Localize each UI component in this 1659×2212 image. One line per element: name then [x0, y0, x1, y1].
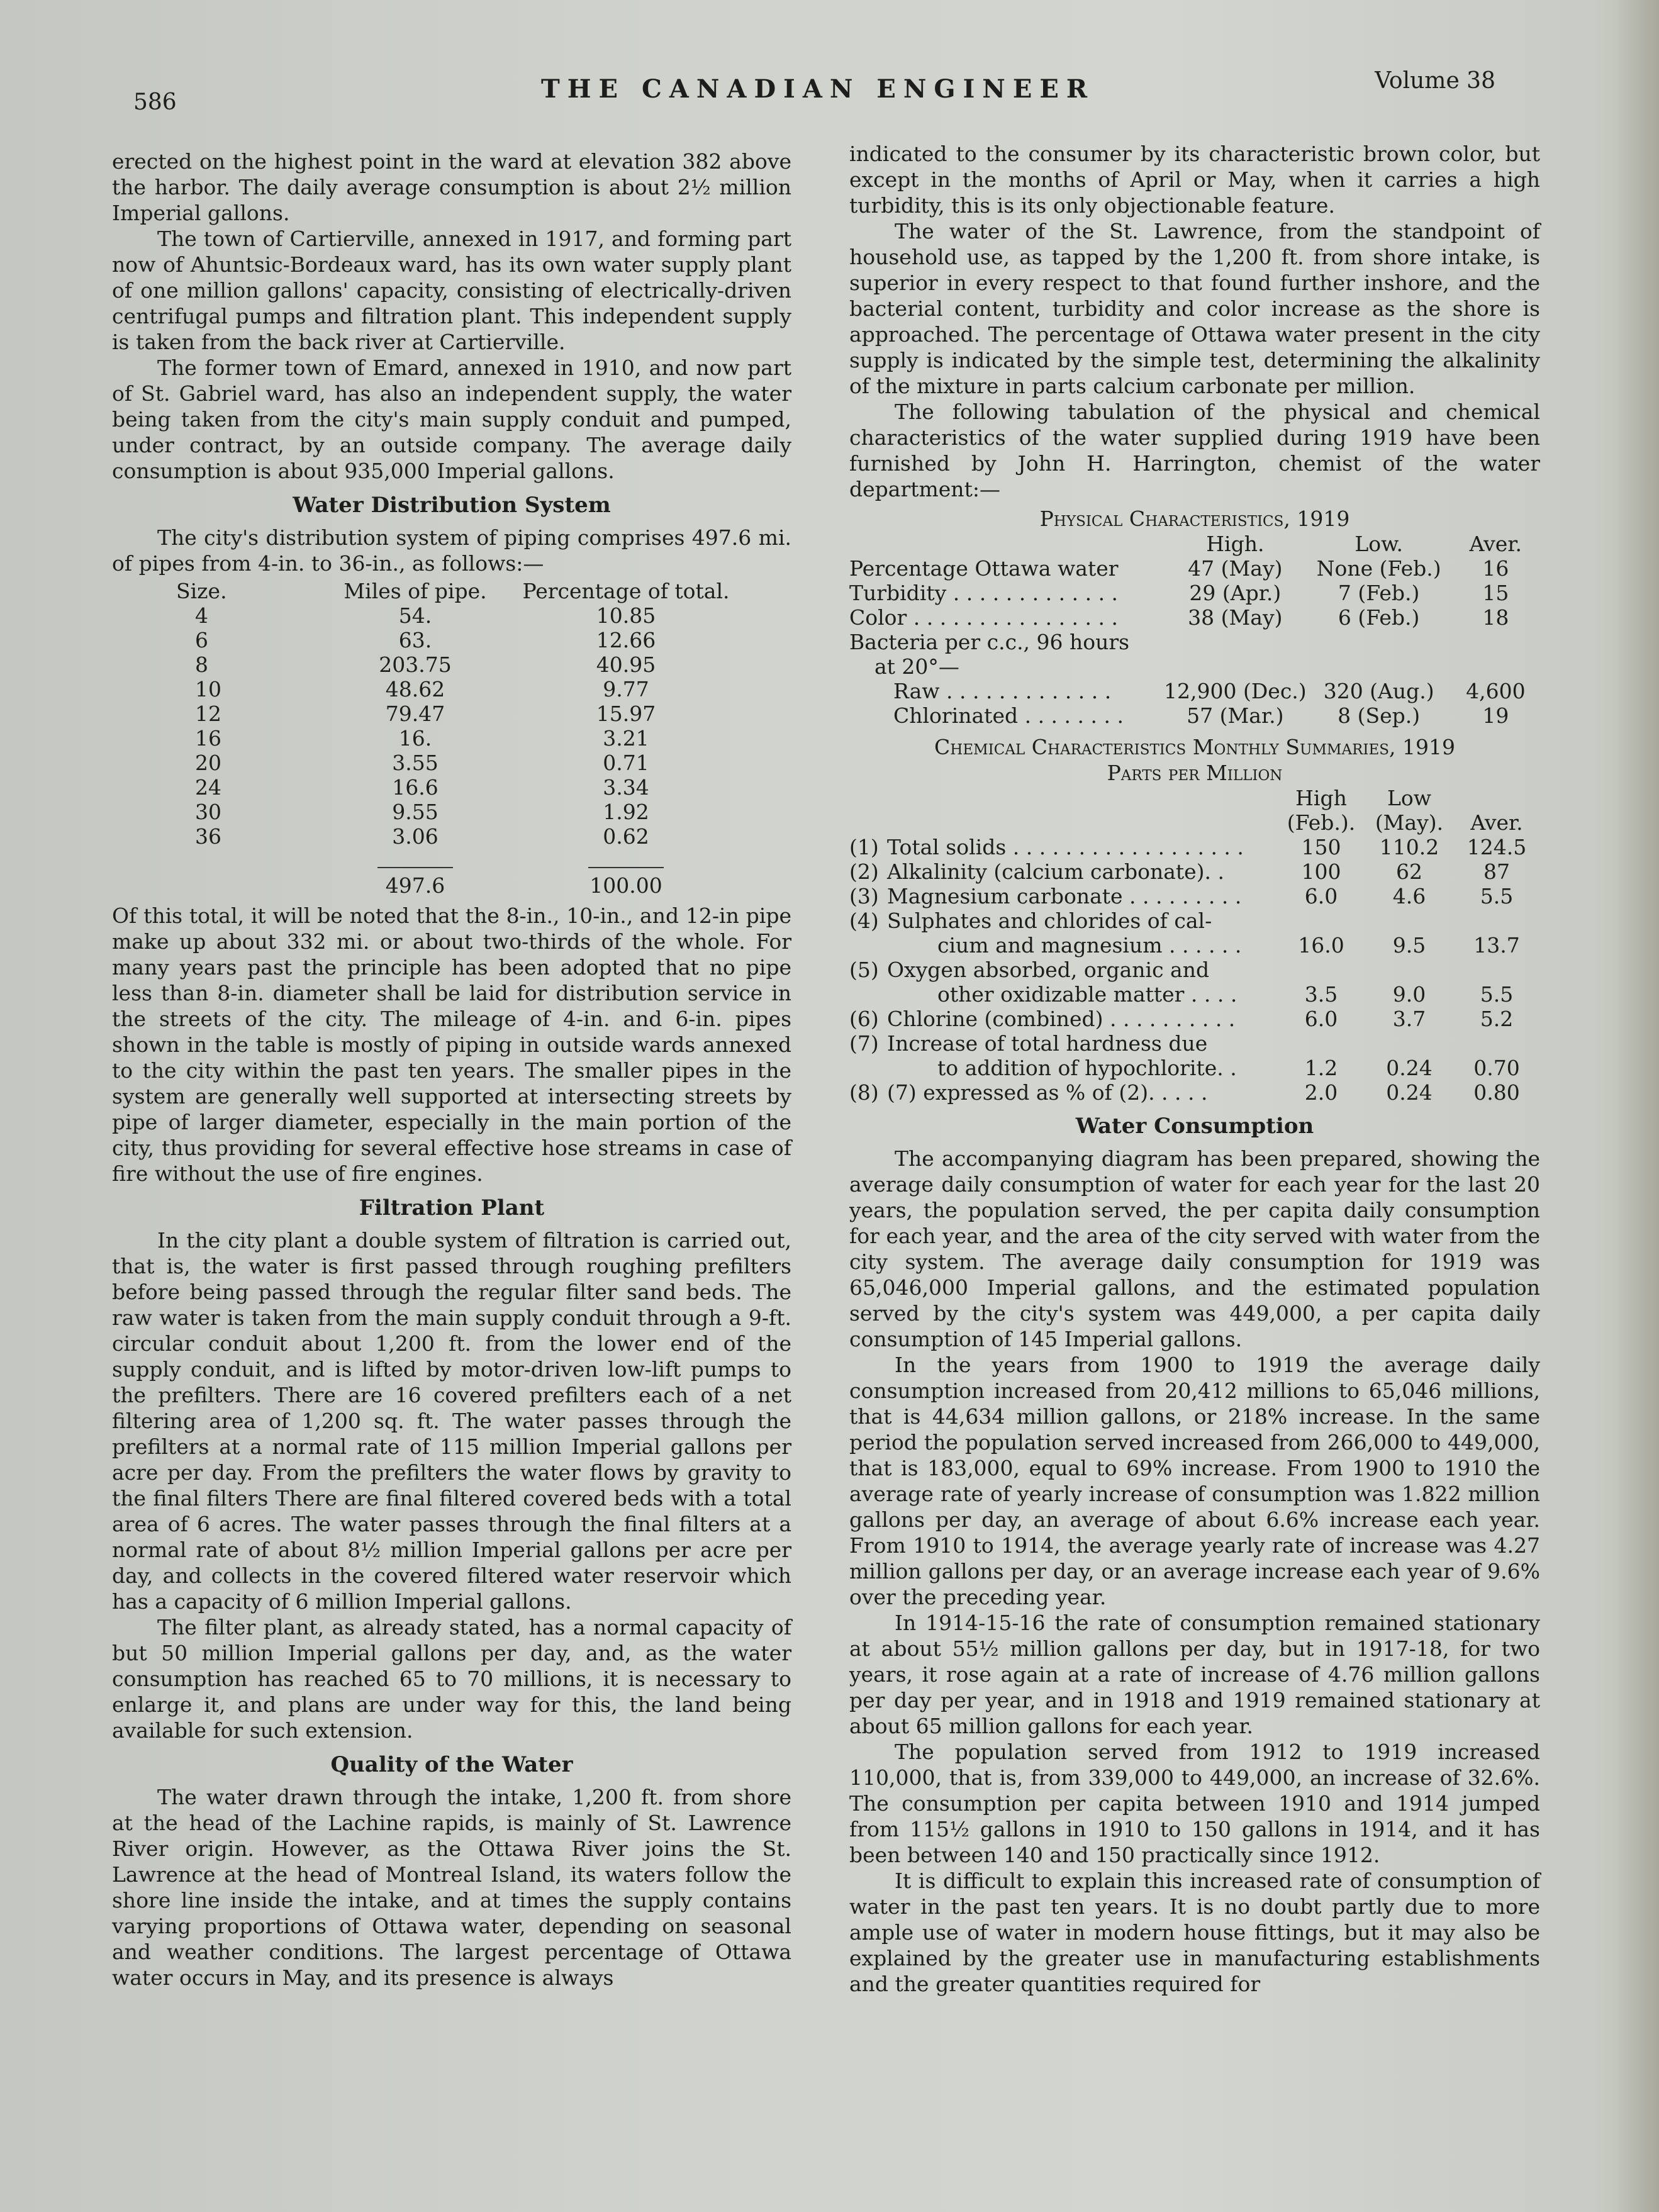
- table-cell: [1365, 1031, 1453, 1056]
- table-header-cell: Aver.: [1470, 810, 1523, 835]
- table-cell: 16: [195, 726, 221, 751]
- table-row: [176, 726, 742, 751]
- distribution-table: [176, 579, 742, 898]
- table-cell: other oxidizable matter . . . .: [937, 982, 1237, 1007]
- table-cell: 0.24: [1386, 1056, 1433, 1080]
- section-heading-consumption: Water Consumption: [1075, 1114, 1314, 1139]
- table-cell: [1277, 958, 1365, 982]
- left-column: [112, 148, 791, 1991]
- table-header-cell: Size.: [176, 579, 227, 603]
- table-cell: 0.80: [1473, 1080, 1520, 1105]
- divider: [588, 867, 664, 868]
- table-cell: 100.00: [589, 873, 662, 898]
- journal-title: THE CANADIAN ENGINEER: [541, 74, 1095, 104]
- table-cell: 6.0: [1304, 1007, 1338, 1031]
- physical-table-title: Physical Characteristics, 1919: [1039, 506, 1350, 531]
- table-cell: 4.6: [1392, 884, 1426, 908]
- table-row: [176, 824, 742, 849]
- table-row: [849, 556, 1540, 581]
- table-header-row: [176, 579, 742, 603]
- table-cell: Alkalinity (calcium carbonate). .: [887, 859, 1225, 884]
- paragraph: The following tabulation of the physical and chemical characteristics of the water supplied during 1919 have been furnished by John H. Harrington, chemist of the water department:—: [849, 399, 1540, 501]
- physical-table: [849, 532, 1540, 728]
- table-cell: 16: [1482, 556, 1509, 581]
- paragraph: In the years from 1900 to 1919 the average daily consumption increased from 20,412 millions to 65,046 millions, that is 44,634 million gallons, or 218% increase. In the same period the population served increased from 266,000 to 449,000, that is 183,000, equal to 69% increase. From 1900 to 1910 the average rate of yearly increase of consumption was 1.822 million gallons per day, an average of about 6.6% increase each year. From 1910 to 1914, the average yearly rate of increase was 4.27 million gallons per day, or an average increase each year of 9.6% over the preceding year.: [849, 1353, 1540, 1609]
- table-cell: [1453, 958, 1540, 982]
- table-cell: [1365, 908, 1453, 933]
- table-row: [176, 628, 742, 652]
- table-cell: 203.75: [379, 652, 452, 677]
- divider: [377, 867, 453, 868]
- table-cell: 10: [195, 677, 221, 701]
- paragraph: The city's distribution system of piping comprises 497.6 mi. of pipes from 4-in. to 36-in., as follows:—: [112, 525, 791, 576]
- table-cell: 320 (Aug.): [1323, 679, 1434, 703]
- table-cell: 87: [1483, 859, 1510, 884]
- table-header-cell: (Feb.).: [1287, 810, 1356, 835]
- table-cell: [1365, 958, 1453, 982]
- paragraph: The former town of Emard, annexed in 1910, and now part of St. Gabriel ward, has also an independent supply, the water being taken from the city's main supply conduit and pumped, under contract, by an outside company. The average daily consumption is about 935,000 Imperial gallons.: [112, 355, 791, 483]
- table-cell: 2.0: [1304, 1080, 1338, 1105]
- table-cell: (4): [849, 908, 879, 933]
- table-row: [176, 677, 742, 701]
- table-cell: 10.85: [596, 603, 656, 628]
- table-row: [849, 654, 1540, 679]
- table-cell: Sulphates and chlorides of cal-: [887, 908, 1212, 933]
- table-cell: 79.47: [385, 701, 445, 726]
- table-row: [849, 679, 1540, 703]
- paragraph: The town of Cartierville, annexed in 1917, and forming part now of Ahuntsic-Bordeaux ward, has its own water supply plant of one million gallons' capacity, consisting of electrically-driven centrifugal pumps and filtration plant. This independent supply is taken from the back river at Cartierville.: [112, 226, 791, 354]
- table-cell: 12.66: [596, 628, 656, 652]
- table-cell: 19: [1482, 703, 1509, 728]
- table-cell: to addition of hypochlorite. .: [937, 1056, 1237, 1080]
- table-cell: 3.7: [1392, 1007, 1426, 1031]
- table-row: [849, 1080, 1540, 1105]
- table-cell: 1.2: [1304, 1056, 1338, 1080]
- table-cell: 6 (Feb.): [1338, 605, 1420, 630]
- table-cell: 16.0: [1298, 933, 1344, 958]
- table-cell: 63.: [398, 628, 432, 652]
- table-cell: (6): [849, 1007, 879, 1031]
- table-cell: 48.62: [385, 677, 445, 701]
- table-cell: 9.55: [392, 800, 438, 824]
- table-cell: None (Feb.): [1316, 556, 1441, 581]
- table-cell: (5): [849, 958, 879, 982]
- table-header-cell: Miles of pipe.: [344, 579, 487, 603]
- table-cell: 110.2: [1379, 835, 1439, 859]
- table-row: [849, 1056, 1540, 1080]
- section-heading-quality: Quality of the Water: [330, 1752, 573, 1777]
- table-cell: 47 (May): [1188, 556, 1283, 581]
- table-cell: 3.34: [603, 775, 649, 800]
- table-row: [849, 605, 1540, 630]
- table-row: [849, 884, 1540, 908]
- table-cell: [1277, 1031, 1365, 1056]
- table-cell: 57 (Mar.): [1187, 703, 1284, 728]
- table-cell: Chlorinated . . . . . . . .: [893, 703, 1124, 728]
- right-column: [849, 141, 1540, 1997]
- table-cell: 6.0: [1304, 884, 1338, 908]
- table-cell: Percentage Ottawa water: [849, 556, 1119, 581]
- table-cell: [849, 982, 887, 1007]
- table-rule-row: [176, 849, 742, 873]
- table-row: [849, 982, 1540, 1007]
- table-cell: Chlorine (combined) . . . . . . . . . .: [887, 1007, 1236, 1031]
- table-cell: 8 (Sep.): [1338, 703, 1421, 728]
- table-cell: 12: [195, 701, 221, 726]
- table-row: [849, 958, 1540, 982]
- table-cell: [849, 1056, 887, 1080]
- table-cell: 16.6: [392, 775, 438, 800]
- table-cell: Magnesium carbonate . . . . . . . . .: [887, 884, 1242, 908]
- volume-label: Volume 38: [1375, 68, 1495, 94]
- table-cell: 7 (Feb.): [1338, 581, 1420, 605]
- table-cell: [1453, 908, 1540, 933]
- table-row: [849, 835, 1540, 859]
- table-cell: 4,600: [1466, 679, 1526, 703]
- table-header-cell: [1453, 786, 1540, 810]
- table-cell: 29 (Apr.): [1189, 581, 1282, 605]
- paragraph: erected on the highest point in the ward at elevation 382 above the harbor. The daily average consumption is about 2½ million Imperial gallons.: [112, 149, 791, 225]
- table-row: [176, 701, 742, 726]
- table-cell: 40.95: [596, 652, 656, 677]
- table-header-row: [849, 532, 1540, 556]
- table-cell: 5.5: [1480, 982, 1514, 1007]
- section-heading-distribution: Water Distribution System: [293, 493, 611, 518]
- chemical-table-subtitle: Parts per Million: [1107, 761, 1283, 785]
- table-row: [849, 1007, 1540, 1031]
- table-cell: 8: [195, 652, 208, 677]
- table-cell: Color . . . . . . . . . . . . . . . .: [849, 605, 1118, 630]
- paragraph: It is difficult to explain this increased rate of consumption of water in the past ten years. It is no doubt partly due to more ample use of water in modern house fittings, but it may also be explained by the greater use in manufacturing establishments and the greater quantities required for: [849, 1868, 1540, 1996]
- table-total-row: [176, 873, 742, 898]
- table-cell: 12,900 (Dec.): [1164, 679, 1307, 703]
- table-header-cell: High: [1295, 786, 1347, 810]
- table-cell: 62: [1396, 859, 1422, 884]
- table-cell: 9.5: [1392, 933, 1426, 958]
- table-cell: Turbidity . . . . . . . . . . . . .: [849, 581, 1119, 605]
- table-cell: 6: [195, 628, 208, 652]
- paragraph: The population served from 1912 to 1919 increased 110,000, that is, from 339,000 to 449,000, an increase of 32.6%. The consumption per capita between 1910 and 1914 jumped from 115½ gallons in 1910 to 150 gallons in 1914, and it has been between 140 and 150 practically since 1912.: [849, 1740, 1540, 1867]
- table-cell: 3.21: [603, 726, 649, 751]
- paragraph: In 1914-15-16 the rate of consumption remained stationary at about 55½ million gallons per day, but in 1917-18, for two years, it rose again at a rate of increase of 4.76 million gallons per day per year, and in 1918 and 1919 remained stationary at about 65 million gallons for each year.: [849, 1611, 1540, 1738]
- table-row: [849, 908, 1540, 933]
- table-cell: 18: [1482, 605, 1509, 630]
- table-row: [176, 775, 742, 800]
- paragraph: The water of the St. Lawrence, from the standpoint of household use, as tapped by the 1,200 ft. from shore intake, is superior in every respect to that found further inshore, and the bacterial content, turbidity and color increase as the shore is approached. The percentage of Ottawa water present in the city supply is indicated by the simple test, determining the alkalinity of the mixture in parts calcium carbonate per million.: [849, 219, 1540, 398]
- table-cell: (3): [849, 884, 879, 908]
- paragraph: In the city plant a double system of filtration is carried out, that is, the water is first passed through roughing prefilters before being passed through the regular filter sand beds. The raw water is taken from the main supply conduit through a 9-ft. circular conduit about 1,200 ft. from the lower end of the supply conduit, and is lifted by motor-driven low-lift pumps to the prefilters. There are 16 covered prefilters each of a net filtering area of 1,200 sq. ft. The water passes through the prefilters at a normal rate of 115 million Imperial gallons per acre per day. From the prefilters the water flows by gravity to the final filters There are final filtered covered beds with a total area of 6 acres. The water passes through the final filters at a normal rate of about 8½ million Imperial gallons per acre per day, and collects in the covered filtered water reservoir which has a capacity of 6 million Imperial gallons.: [112, 1228, 791, 1614]
- table-cell: 3.06: [392, 824, 438, 849]
- section-heading-filtration: Filtration Plant: [359, 1195, 545, 1221]
- paragraph: The filter plant, as already stated, has a normal capacity of but 50 million Imperial gallons per day, and, as the water consumption has reached 65 to 70 millions, it is necessary to enlarge it, and plans are under way for this, the land being available for such extension.: [112, 1615, 791, 1743]
- table-cell: 30: [195, 800, 221, 824]
- table-row: [176, 800, 742, 824]
- table-cell: 150: [1301, 835, 1341, 859]
- table-cell: 38 (May): [1188, 605, 1283, 630]
- table-cell: 13.7: [1473, 933, 1520, 958]
- table-row: [849, 630, 1540, 654]
- table-cell: [1277, 908, 1365, 933]
- table-row: [849, 933, 1540, 958]
- table-header-cell: Percentage of total.: [522, 579, 730, 603]
- table-cell: 9.0: [1392, 982, 1426, 1007]
- paragraph: indicated to the consumer by its characteristic brown color, but except in the months of April or May, when it carries a high turbidity, this is its only objectionable feature.: [849, 142, 1540, 218]
- table-cell: 1.92: [603, 800, 649, 824]
- table-row: [849, 1031, 1540, 1056]
- paragraph: The accompanying diagram has been prepared, showing the average daily consumption of water for each year for the last 20 years, the population served, the per capita daily consumption for each year, and the area of the city served with water from the city system. The average daily consumption for 1919 was 65,046,000 Imperial gallons, and the estimated population served by the city's system was 449,000, a per capita daily consumption of 145 Imperial gallons.: [849, 1146, 1540, 1351]
- table-cell: Bacteria per c.c., 96 hours: [849, 630, 1130, 654]
- page-edge-shadow: [1615, 0, 1659, 2212]
- table-cell: 0.71: [603, 751, 649, 775]
- table-row: [849, 703, 1540, 728]
- table-cell: (1): [849, 835, 879, 859]
- table-cell: cium and magnesium . . . . . .: [937, 933, 1242, 958]
- paragraph: The water drawn through the intake, 1,200 ft. from shore at the head of the Lachine rapids, is mainly of St. Lawrence River origin. However, as the Ottawa River joins the St. Lawrence at the head of Montreal Island, its waters follow the shore line inside the intake, and at times the supply contains varying proportions of Ottawa water, depending on seasonal and weather conditions. The largest percentage of Ottawa water occurs in May, and its presence is always: [112, 1785, 791, 1990]
- table-header-cell: Low.: [1355, 532, 1403, 556]
- table-cell: 497.6: [385, 873, 445, 898]
- table-cell: 16.: [398, 726, 432, 751]
- table-cell: 100: [1301, 859, 1341, 884]
- paragraph: Of this total, it will be noted that the 8-in., 10-in., and 12-in pipe make up about 332 mi. or about two-thirds of the whole. For many years past the principle has been adopted that no pipe less than 8-in. diameter shall be laid for distribution service in the streets of the city. The mileage of 4-in. and 6-in. pipes shown in the table is mostly of piping in outside wards annexed to the city within the past ten years. The smaller pipes in the system are generally well supported at intersecting streets by pipe of larger diameter, especially in the main portion of the city, thus providing for several effective hose streams in case of fire without the use of fire engines.: [112, 903, 791, 1186]
- table-cell: 5.2: [1480, 1007, 1514, 1031]
- table-cell: 3.5: [1304, 982, 1338, 1007]
- table-header-cell: High.: [1206, 532, 1265, 556]
- table-cell: 124.5: [1466, 835, 1527, 859]
- table-cell: 15.97: [596, 701, 656, 726]
- table-cell: (7) expressed as % of (2). . . . .: [887, 1080, 1208, 1105]
- table-cell: (2): [849, 859, 879, 884]
- table-cell: Increase of total hardness due: [887, 1031, 1208, 1056]
- table-cell: Oxygen absorbed, organic and: [887, 958, 1210, 982]
- chemical-table-title: Chemical Characteristics Monthly Summaries, 1919: [934, 735, 1455, 759]
- table-cell: 36: [195, 824, 221, 849]
- table-header-row: [849, 786, 1540, 810]
- table-cell: 0.62: [603, 824, 649, 849]
- table-row: [849, 581, 1540, 605]
- table-header-row: [849, 810, 1540, 835]
- table-cell: 9.77: [603, 677, 649, 701]
- table-cell: 20: [195, 751, 221, 775]
- table-header-cell: Aver.: [1469, 532, 1522, 556]
- table-row: [849, 859, 1540, 884]
- table-row: [176, 751, 742, 775]
- table-row: [176, 603, 742, 628]
- table-cell: 24: [195, 775, 221, 800]
- table-cell: 0.70: [1473, 1056, 1520, 1080]
- table-cell: 15: [1482, 581, 1509, 605]
- table-header-cell: Low: [1387, 786, 1432, 810]
- table-cell: at 20°—: [874, 654, 959, 679]
- table-cell: 54.: [398, 603, 432, 628]
- table-cell: 5.5: [1480, 884, 1514, 908]
- table-cell: 0.24: [1386, 1080, 1433, 1105]
- table-cell: 4: [195, 603, 208, 628]
- table-cell: Total solids . . . . . . . . . . . . . . . . . .: [887, 835, 1244, 859]
- table-cell: Raw . . . . . . . . . . . . .: [893, 679, 1112, 703]
- table-cell: [849, 933, 887, 958]
- page-number: 586: [133, 89, 177, 115]
- table-cell: [1453, 1031, 1540, 1056]
- table-header-cell: (May).: [1375, 810, 1444, 835]
- table-row: [176, 652, 742, 677]
- chemical-table: [849, 786, 1540, 1105]
- table-cell: (7): [849, 1031, 879, 1056]
- table-cell: (8): [849, 1080, 879, 1105]
- table-cell: 3.55: [392, 751, 438, 775]
